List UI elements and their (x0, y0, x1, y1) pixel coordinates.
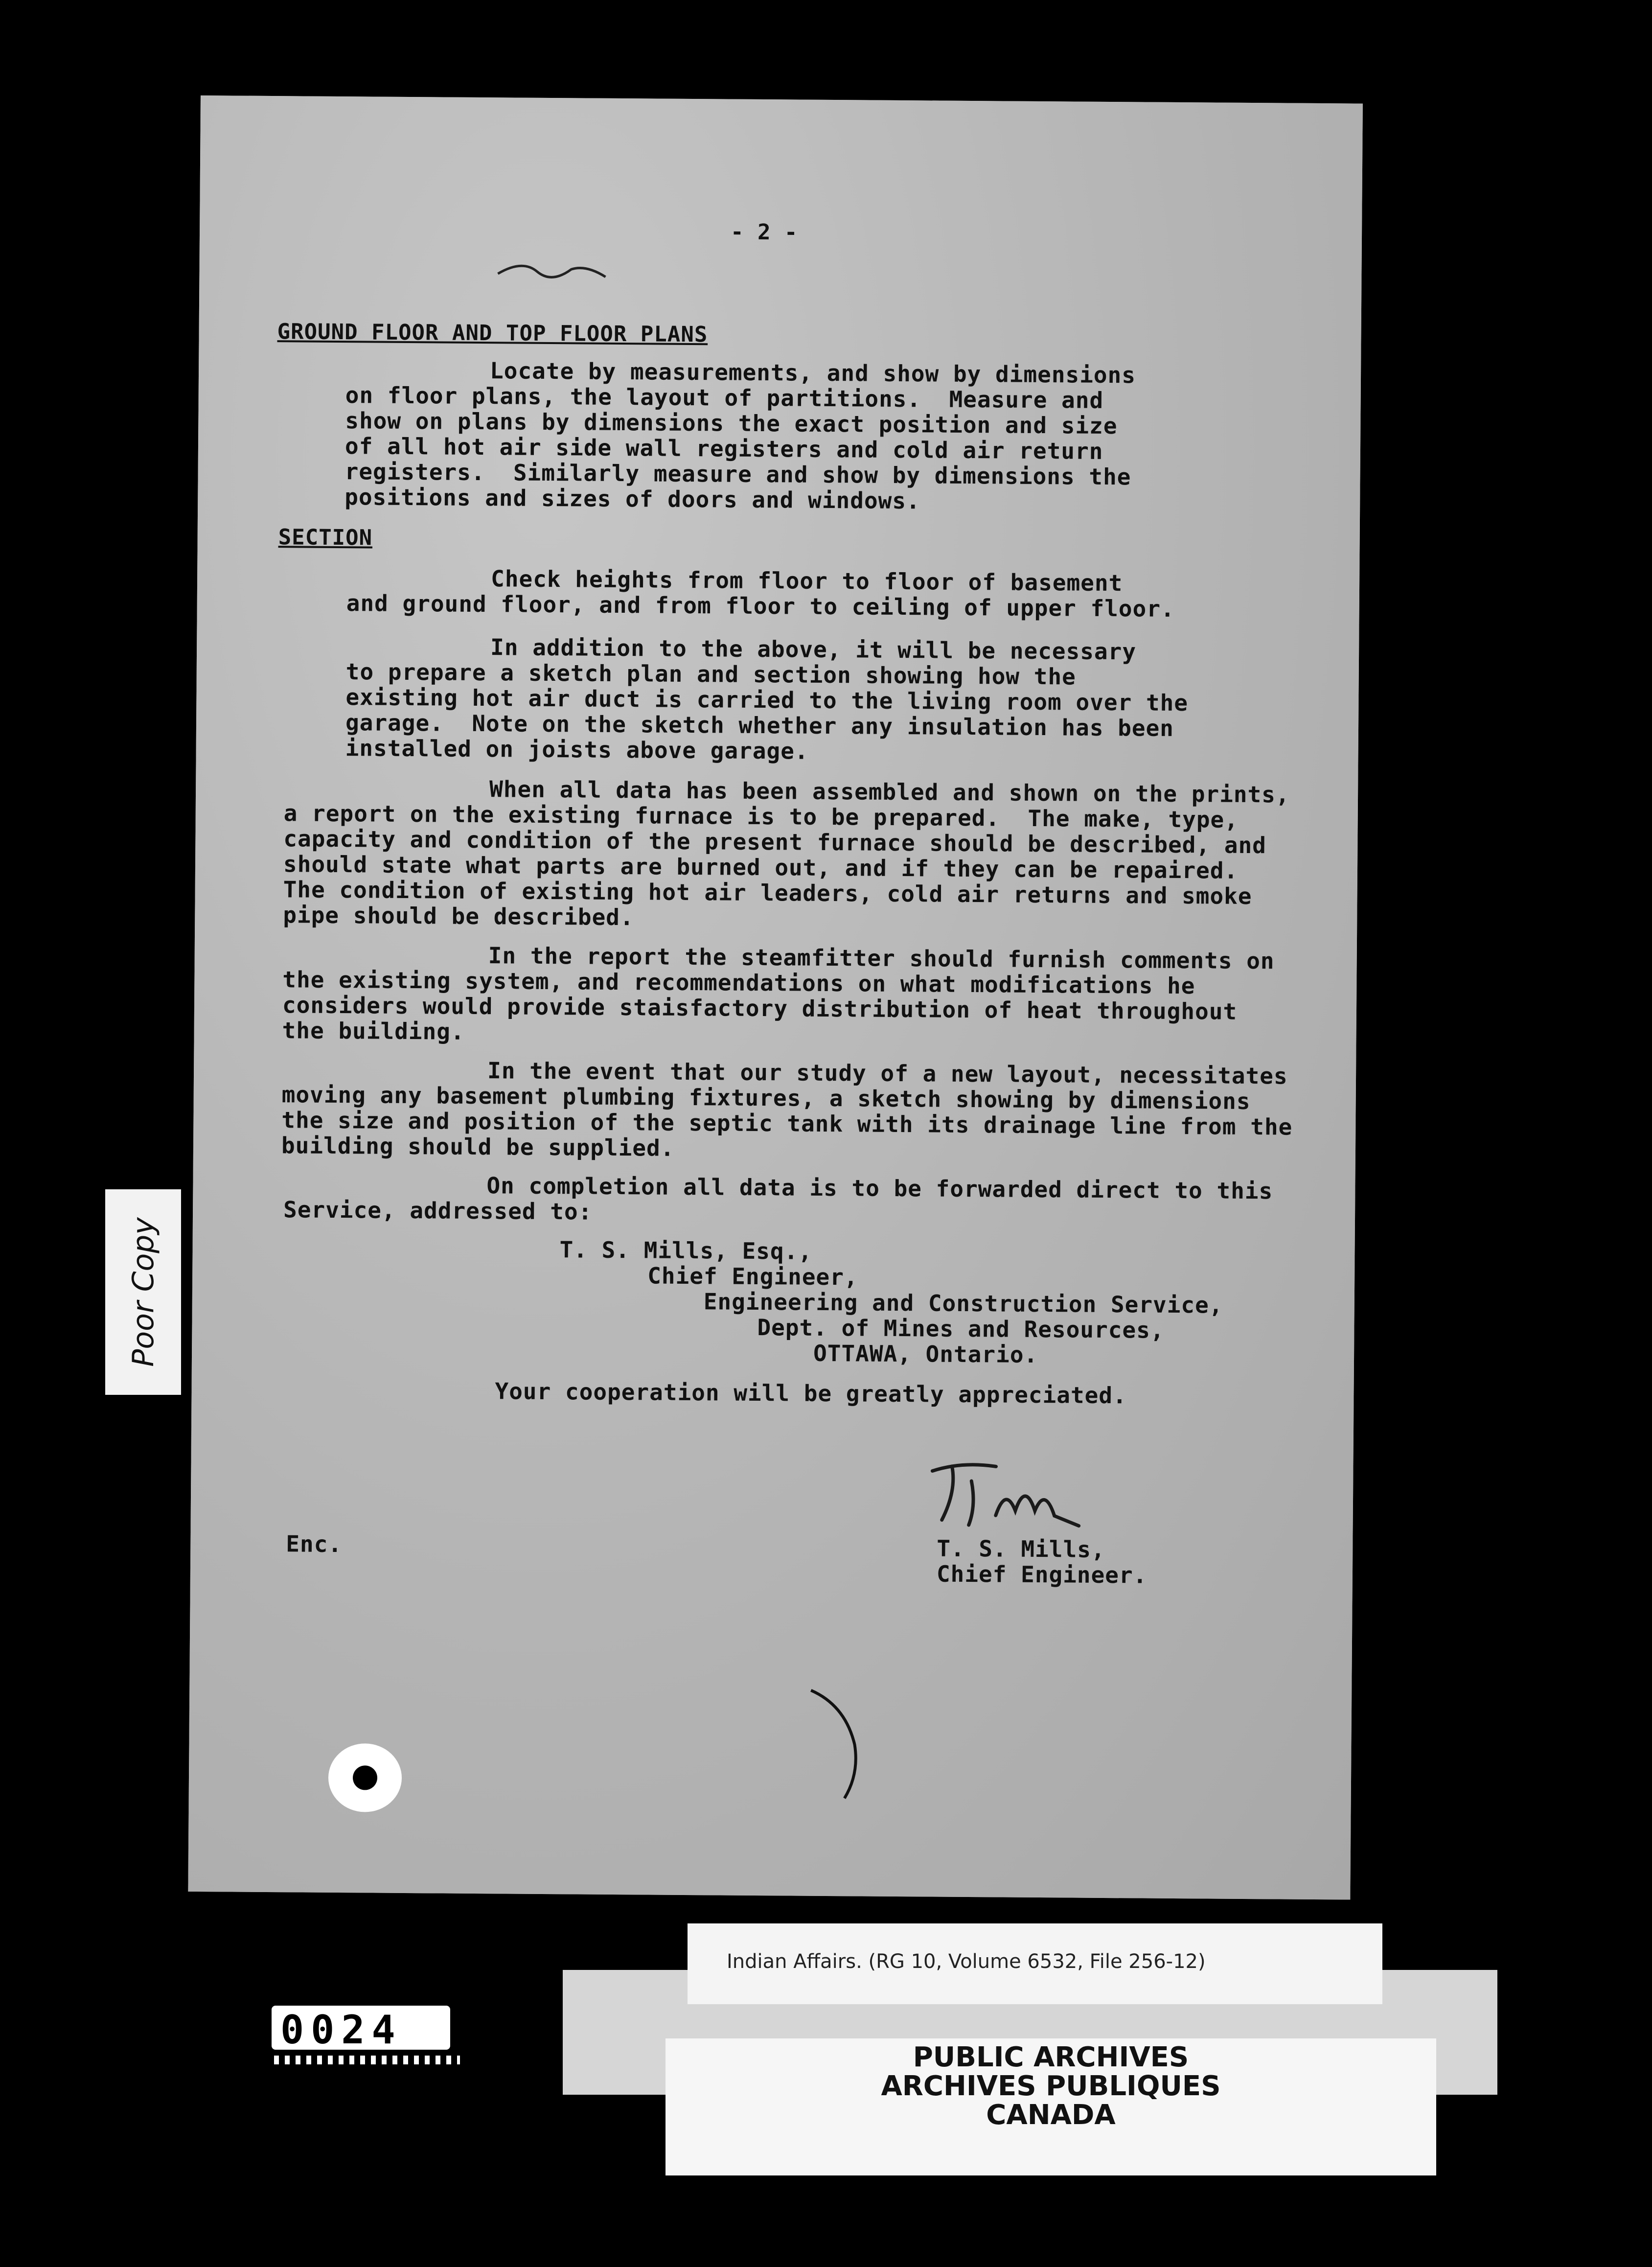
heading-section: SECTION (278, 525, 373, 551)
text-line: building should be supplied. (281, 1132, 675, 1161)
archive-stamp-line: CANADA (986, 2099, 1116, 2131)
heading-ground-floor: GROUND FLOOR AND TOP FLOOR PLANS (277, 319, 708, 347)
text-line: pipe should be described. (283, 902, 634, 931)
address-line: Engineering and Construction Service, (703, 1288, 1223, 1319)
archive-stamp (665, 2043, 1436, 2129)
address-line: OTTAWA, Ontario. (813, 1340, 1038, 1368)
text-line: a report on the existing furnace is to be prepared. The make, type, (283, 800, 1239, 833)
archive-reference-text: Indian Affairs. (RG 10, Volume 6532, File 256-12) (727, 1950, 1206, 1973)
text-line: In the report the steamfitter should furnish comments on (488, 942, 1275, 974)
text-line: and ground floor, and from floor to ceiling of upper floor. (346, 590, 1175, 622)
page-number: - 2 - (730, 219, 798, 245)
signature-initials-icon (922, 1451, 1089, 1535)
text-line: installed on joists above garage. (345, 735, 809, 764)
text-line: registers. Similarly measure and show by dimensions the (344, 458, 1131, 490)
text-line: positions and sizes of doors and windows. (344, 484, 920, 514)
text-line: considers would provide staisfactory distribution of heat throughout (282, 992, 1238, 1025)
text-line: the size and position of the septic tank with its drainage line from the (281, 1107, 1293, 1140)
film-sprocket-strip (274, 2056, 460, 2064)
signatory-title: Chief Engineer. (936, 1560, 1147, 1589)
text-line: the building. (282, 1017, 465, 1045)
text-line: should state what parts are burned out, and if they can be repaired. (283, 851, 1239, 884)
text-line: to prepare a sketch plan and section showing how the (345, 658, 1077, 690)
text-line: When all data has been assembled and shown on the prints, (489, 776, 1290, 808)
frame-number-badge (272, 2006, 450, 2053)
text-line: Locate by measurements, and show by dimensions (489, 357, 1136, 389)
poor-copy-text: Poor Copy (126, 1217, 161, 1367)
text-line: capacity and condition of the present furnace should be described, and (283, 825, 1267, 859)
signatory-name: T. S. Mills, (937, 1535, 1105, 1563)
pencil-mark-icon (493, 249, 611, 289)
poor-copy-label (105, 1189, 181, 1395)
text-line: On completion all data is to be forwarded direct to this (486, 1172, 1273, 1204)
text-line: of all hot air side wall registers and cold air return (344, 433, 1103, 464)
enclosure-note: Enc. (286, 1530, 343, 1558)
text-line: existing hot air duct is carried to the living room over the (345, 684, 1189, 717)
archive-stamp-line: ARCHIVES PUBLIQUES (881, 2070, 1221, 2102)
text-line: Service, addressed to: (283, 1196, 593, 1225)
frame-number: 0024 (280, 2007, 402, 2053)
pen-stroke-icon (801, 1686, 909, 1804)
text-line: Check heights from floor to floor of basement (490, 565, 1123, 597)
text-line: moving any basement plumbing fixtures, a sketch showing by dimensions (281, 1081, 1251, 1115)
address-line: T. S. Mills, Esq., (559, 1236, 813, 1265)
archive-reference-label (688, 1923, 1382, 2004)
address-line: Chief Engineer, (647, 1262, 858, 1291)
text-line: the existing system, and recommendations on what modifications he (282, 966, 1195, 999)
text-line: In addition to the above, it will be necessary (490, 634, 1137, 665)
text-line: garage. Note on the sketch whether any insulation has been (345, 709, 1174, 741)
closing-line: Your cooperation will be greatly appreciated. (495, 1378, 1127, 1409)
text-line: The condition of existing hot air leaders, cold air returns and smoke (283, 876, 1252, 910)
text-line: on floor plans, the layout of partitions. Measure and (345, 382, 1104, 414)
text-line: In the event that our study of a new layout, necessitates (487, 1057, 1288, 1089)
address-line: Dept. of Mines and Resources, (757, 1314, 1165, 1343)
punch-hole-icon (328, 1743, 402, 1812)
archive-stamp-line: PUBLIC ARCHIVES (913, 2041, 1189, 2073)
text-line: show on plans by dimensions the exact position and size (345, 407, 1118, 440)
document-page (188, 95, 1363, 1899)
